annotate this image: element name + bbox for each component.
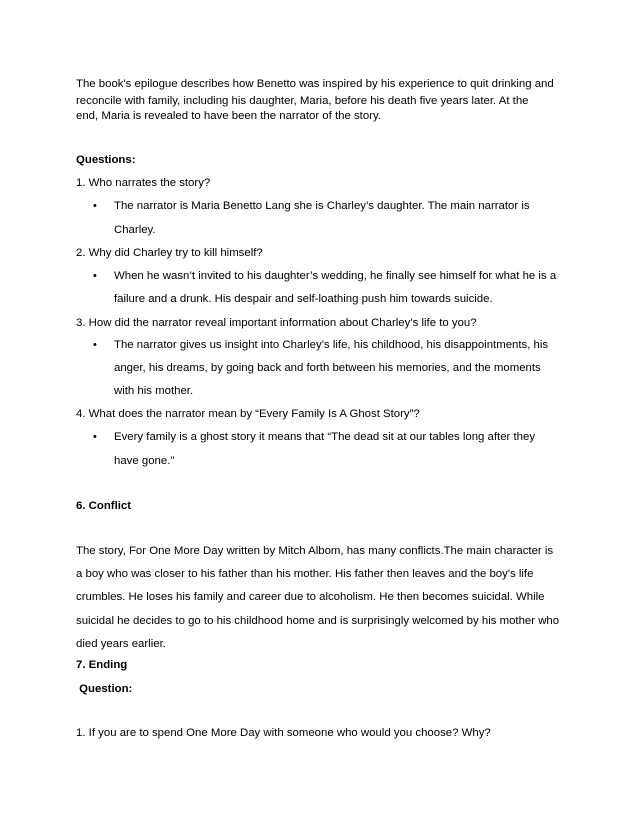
bullet-icon: • bbox=[93, 200, 97, 212]
question-2: 2. Why did Charley try to kill himself? bbox=[76, 247, 263, 259]
answer-3-line: anger, his dreams, by going back and forth between his memories, and the moments bbox=[114, 362, 541, 374]
answer-1-line: The narrator is Maria Benetto Lang she is Charley’s daughter. The main narrator is bbox=[114, 200, 530, 212]
conflict-line: crumbles. He loses his family and career due to alcoholism. He then becomes suicidal. While bbox=[76, 591, 545, 603]
answer-2-line: When he wasn’t invited to his daughter’s wedding, he finally see himself for what he is a bbox=[114, 270, 557, 282]
conflict-heading: 6. Conflict bbox=[76, 500, 132, 512]
conflict-line: The story, For One More Day written by Mitch Albom, has many conflicts.The main character is bbox=[76, 545, 554, 557]
bullet-icon: • bbox=[93, 339, 97, 351]
intro-line: The book's epilogue describes how Benetto was inspired by his experience to quit drinking and bbox=[76, 78, 554, 90]
question-4: 4. What does the narrator mean by “Every Family Is A Ghost Story”? bbox=[76, 408, 420, 420]
questions-heading: Questions: bbox=[76, 154, 136, 166]
answer-3-line: The narrator gives us insight into Charley’s life, his childhood, his disappointments, his bbox=[114, 339, 549, 351]
intro-line: end, Maria is revealed to have been the narrator of the story. bbox=[76, 110, 381, 122]
answer-4-line: have gone." bbox=[114, 455, 175, 467]
answer-1-line: Charley. bbox=[114, 224, 156, 236]
question-1: 1. Who narrates the story? bbox=[76, 177, 211, 189]
conflict-line: a boy who was closer to his father than his mother. His father then leaves and the boy's life bbox=[76, 568, 534, 580]
conflict-line: died years earlier. bbox=[76, 638, 166, 650]
bullet-icon: • bbox=[93, 270, 97, 282]
intro-line: reconcile with family, including his daughter, Maria, before his death five years later. At the bbox=[76, 95, 529, 107]
question-3: 3. How did the narrator reveal important information about Charley’s life to you? bbox=[76, 317, 477, 329]
answer-2-line: failure and a drunk. His despair and self-loathing push him towards suicide. bbox=[114, 293, 493, 305]
answer-4-line: Every family is a ghost story it means that “The dead sit at our tables long after they bbox=[114, 431, 536, 443]
ending-question: 1. If you are to spend One More Day with someone who would you choose? Why? bbox=[76, 727, 491, 739]
bullet-icon: • bbox=[93, 431, 97, 443]
ending-question-heading: Question: bbox=[76, 683, 133, 695]
answer-3-line: with his mother. bbox=[114, 385, 194, 397]
ending-heading: 7. Ending bbox=[76, 659, 128, 671]
conflict-line: suicidal he decides to go to his childhood home and is surprisingly welcomed by his mother who bbox=[76, 615, 560, 627]
